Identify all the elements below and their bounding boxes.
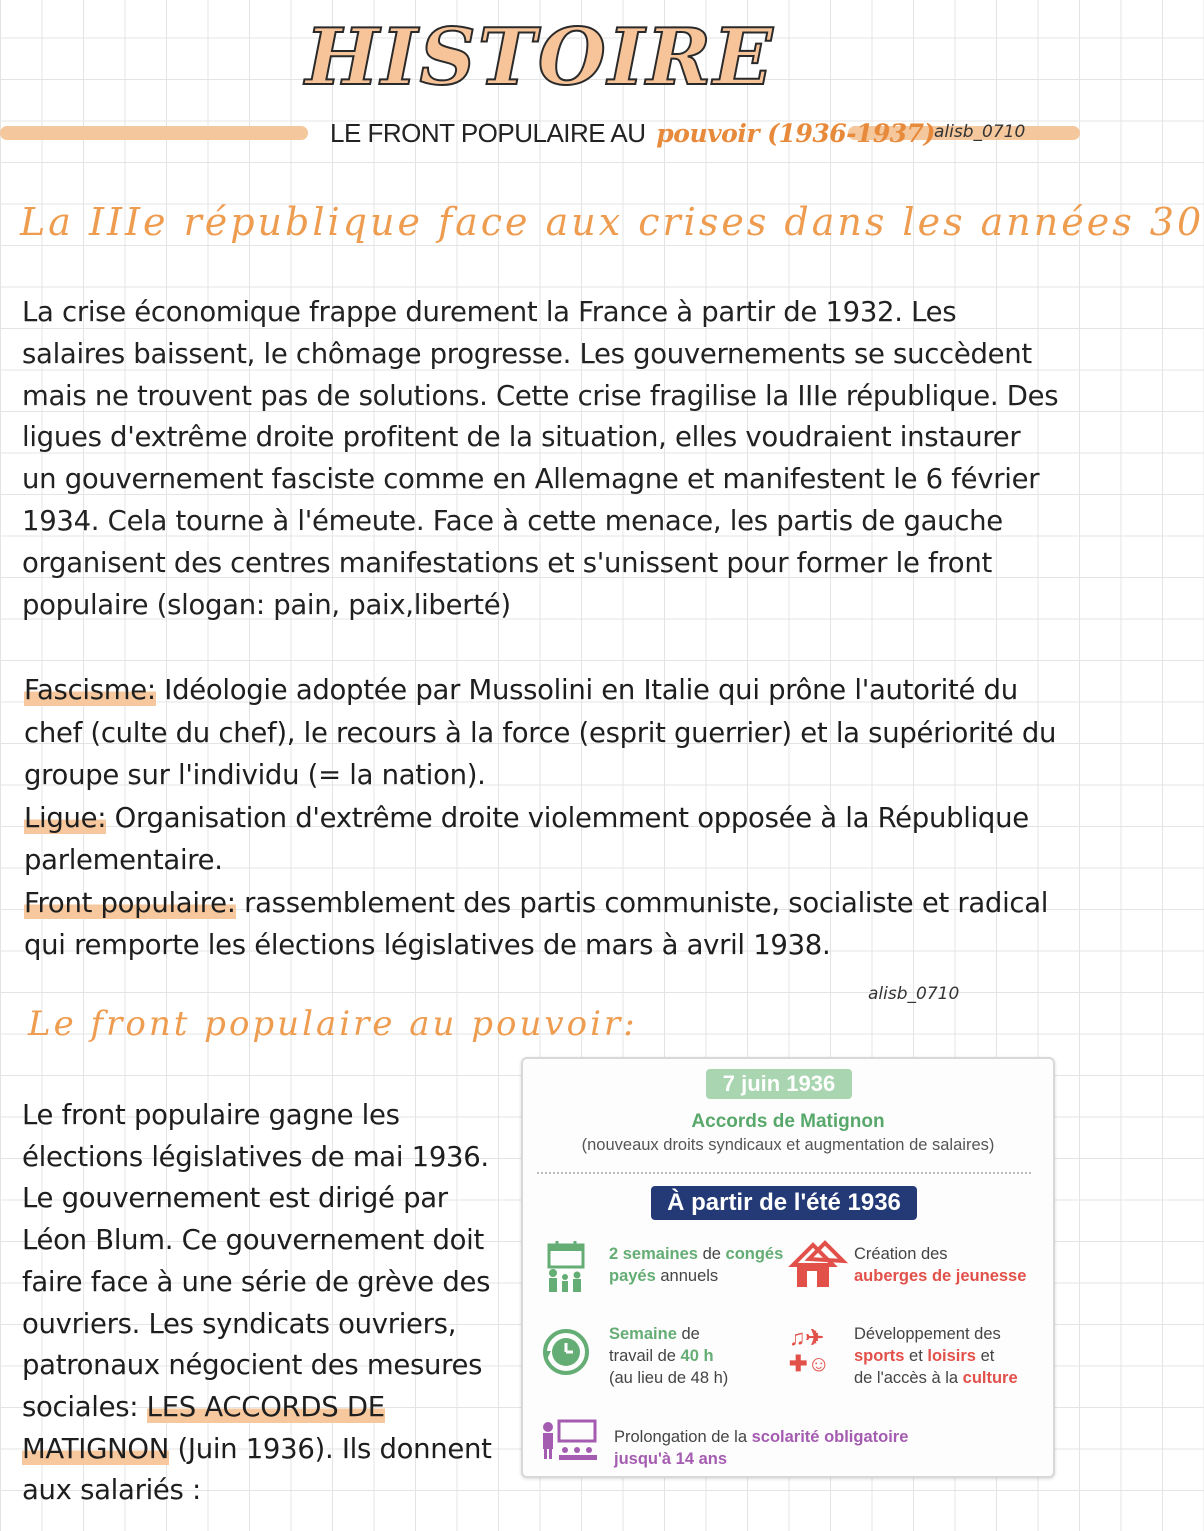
- item-semaine-40h: Semaine de travail de 40 h (au lieu de 48 h): [609, 1325, 729, 1387]
- leisure-icons: [789, 1325, 843, 1379]
- definition-ligue: [24, 797, 1064, 882]
- calendar-family-icon: [543, 1239, 587, 1297]
- page-subtitle: [330, 118, 935, 149]
- item-auberges-jeunesse: Création des auberges de jeunesse: [854, 1245, 1027, 1285]
- definition-front-populaire: [24, 882, 1064, 967]
- item-scolarite: Prolongation de la scolarité obligatoire jusqu'à 14 ans: [614, 1428, 909, 1468]
- period-badge: À partir de l'été 1936: [651, 1186, 917, 1220]
- section-paragraph-crises: La crise économique frappe durement la France à partir de 1932. Les salaires baissent, le chômage progresse. Les gouvernements se succèdent mais ne trouvent pas de solutions. Cette crise fragilise la IIIe république. Des ligues d'extrême droite profitent de la situation, elles voudraient instaurer un gouvernement fasciste comme en Allemagne et manifestent le 6 février 1934. Cela tourne à l'émeute. Face à cette menace, les partis de gauche organisent des centres manifestations et s'unissent pour former le front populaire (slogan: pain, paix,liberté): [22, 296, 1059, 621]
- theatre-mask-icon: ☺: [807, 1351, 830, 1376]
- author-handle-2: alisb_0710: [868, 984, 960, 1004]
- accords-title: Accords de Matignon: [691, 1111, 885, 1132]
- clock-icon: [541, 1327, 591, 1377]
- definition-text: Organisation d'extrême droite violemment opposée à la République parlementaire.: [24, 801, 1029, 876]
- puzzle-icon: ✚: [789, 1351, 808, 1376]
- classroom-icon: [539, 1419, 599, 1463]
- house-icon: [787, 1239, 845, 1291]
- definition-fascisme: [24, 669, 1064, 797]
- music-note-icon: ♫: [789, 1325, 806, 1350]
- accords-subtitle: (nouveaux droits syndicaux et augmentation de salaires): [581, 1136, 995, 1154]
- section-heading-pouvoir: Le front populaire au pouvoir:: [28, 1004, 638, 1044]
- definition-text: rassemblement des partis communiste, socialiste et radical qui remporte les élections législatives de mars à avril 1938.: [24, 886, 1049, 961]
- accords-highlight: LES ACCORDS DE MATIGNON: [22, 1390, 385, 1465]
- section-paragraph-pouvoir: Le front populaire gagne les élections législatives de mai 1936. Le gouvernement est dirigé par Léon Blum. Ce gouvernement doit faire face à une série de grève des ouvriers. Les syndicats ouvriers, patronaux négocient des mesures sociales: LES ACCORDS DE MATIGNON (Juin 1936). Ils donnent aux salariés :: [22, 1099, 492, 1507]
- subtitle-accent: pouvoir (1936-1937): [656, 119, 935, 148]
- left-divider: [0, 126, 308, 140]
- definition-term: Ligue:: [24, 801, 107, 834]
- dotted-divider: [537, 1172, 1031, 1174]
- definition-term: Fascisme:: [24, 674, 156, 706]
- matignon-infographic: [521, 1057, 1055, 1478]
- item-sports-loisirs: Développement des sports et loisirs et de l'accès à la culture: [854, 1325, 1018, 1387]
- author-handle: alisb_0710: [934, 122, 1026, 142]
- date-badge: 7 juin 1936: [706, 1069, 852, 1099]
- definitions-list: [24, 669, 1064, 967]
- item-conges-payes: 2 semaines de congés payés annuels: [609, 1245, 784, 1285]
- page-title: HISTOIRE: [305, 12, 775, 103]
- plane-icon: ✈: [805, 1325, 824, 1350]
- definition-text: Idéologie adoptée par Mussolini en Italie qui prône l'autorité du chef (culte du chef), le recours à la force (esprit guerrier) et la supériorité du groupe sur l'individu (= la nation).: [24, 674, 1057, 791]
- section-heading-crises: La IIIe république face aux crises dans les années 30: [20, 200, 1204, 244]
- subtitle-prefix: LE FRONT POPULAIRE AU: [330, 118, 646, 148]
- definition-term: Front populaire:: [24, 886, 236, 919]
